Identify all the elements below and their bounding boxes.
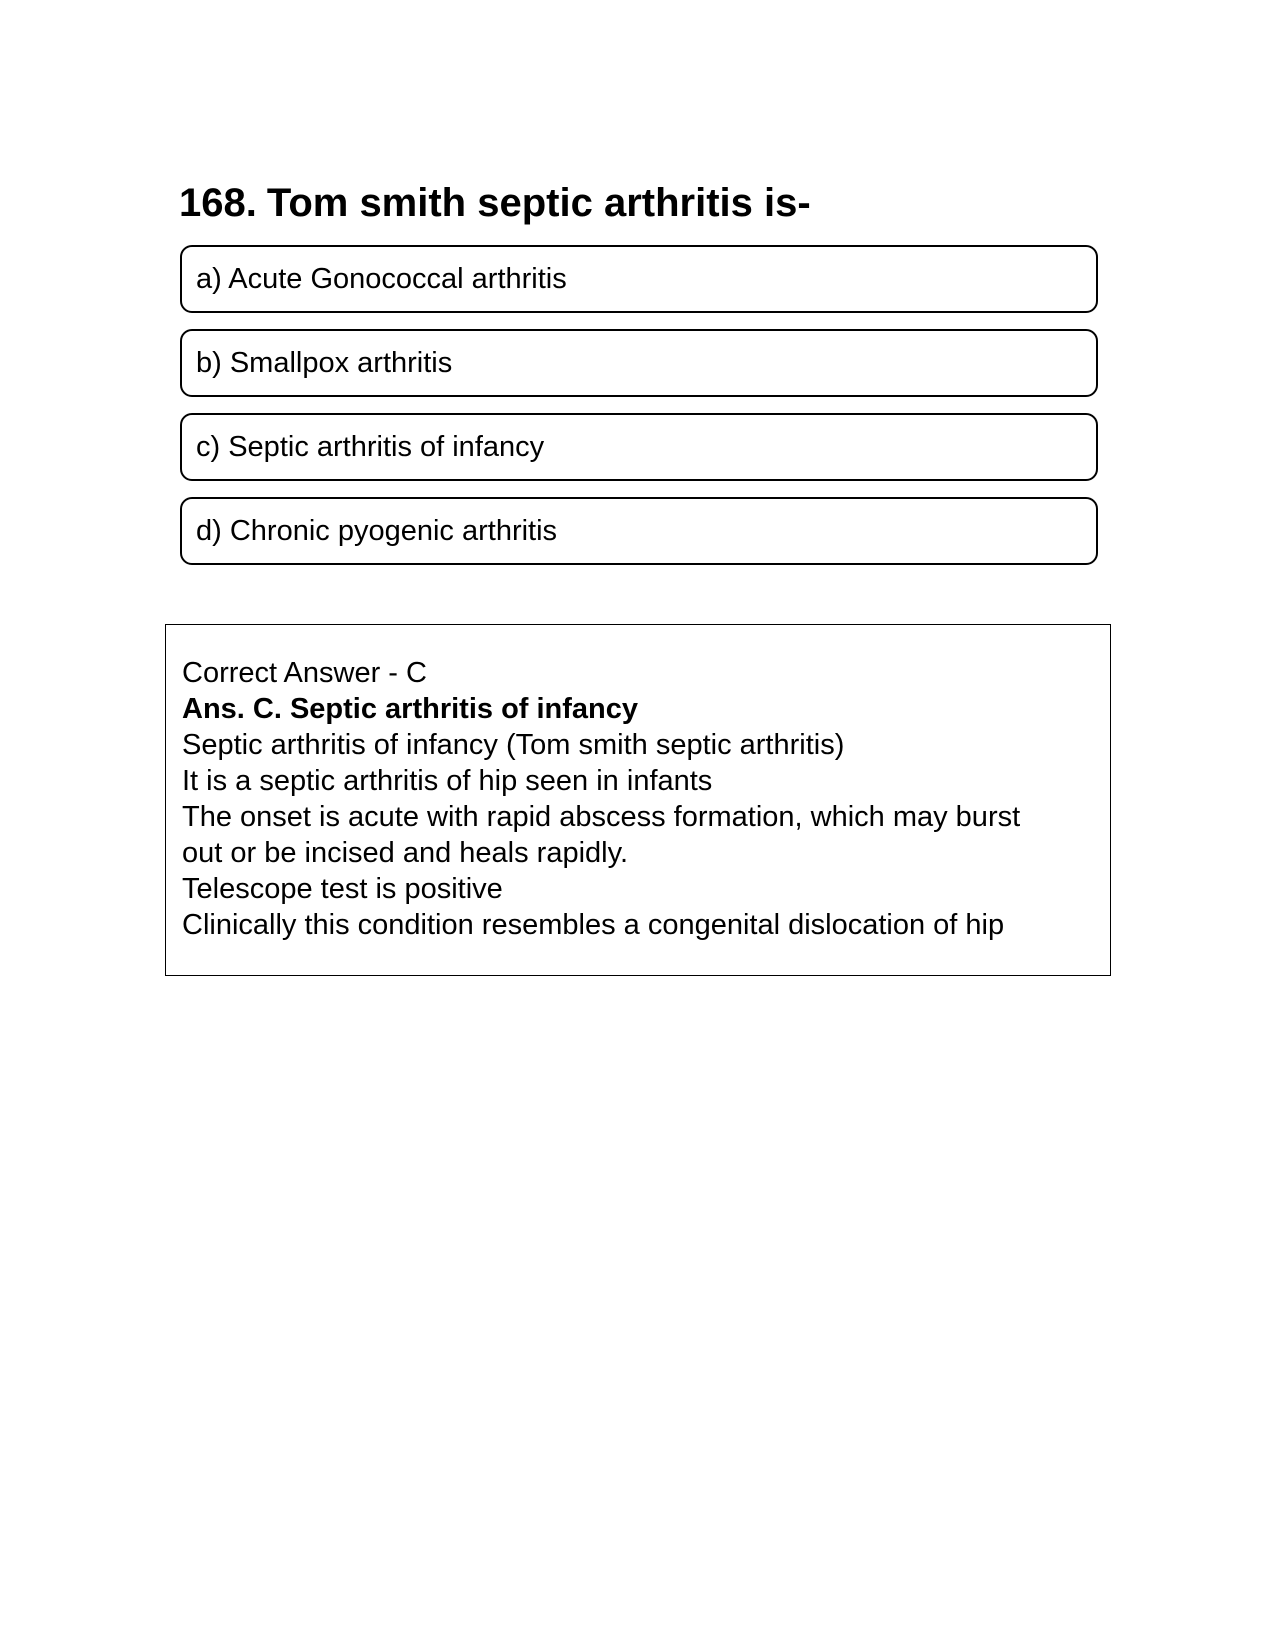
option-d-label: d) Chronic pyogenic arthritis — [196, 515, 558, 547]
explanation-line-4: Telescope test is positive — [182, 873, 503, 905]
answer-heading: Ans. C. Septic arthritis of infancy — [182, 693, 639, 725]
question-heading — [179, 178, 1099, 228]
option-c-label: c) Septic arthritis of infancy — [196, 431, 545, 463]
option-c[interactable] — [180, 413, 1098, 481]
question-text: Tom smith septic arthritis is- — [266, 181, 811, 225]
explanation-line-2: It is a septic arthritis of hip seen in infants — [182, 765, 713, 797]
explanation-line-1: Septic arthritis of infancy (Tom smith septic arthritis) — [182, 729, 845, 761]
explanation-line-3: The onset is acute with rapid abscess formation, which may burst out or be incised and heals rapidly. — [182, 801, 1021, 869]
option-b-label: b) Smallpox arthritis — [196, 347, 453, 379]
question-number: 168. — [179, 181, 257, 225]
option-b[interactable] — [180, 329, 1098, 397]
answer-explanation-box — [165, 624, 1111, 976]
option-a[interactable] — [180, 245, 1098, 313]
explanation-line-5: Clinically this condition resembles a congenital dislocation of hip — [182, 909, 1005, 941]
correct-answer-text: Correct Answer - C — [182, 657, 427, 689]
options-list — [180, 245, 1098, 581]
option-d[interactable] — [180, 497, 1098, 565]
option-a-label: a) Acute Gonococcal arthritis — [196, 263, 567, 295]
